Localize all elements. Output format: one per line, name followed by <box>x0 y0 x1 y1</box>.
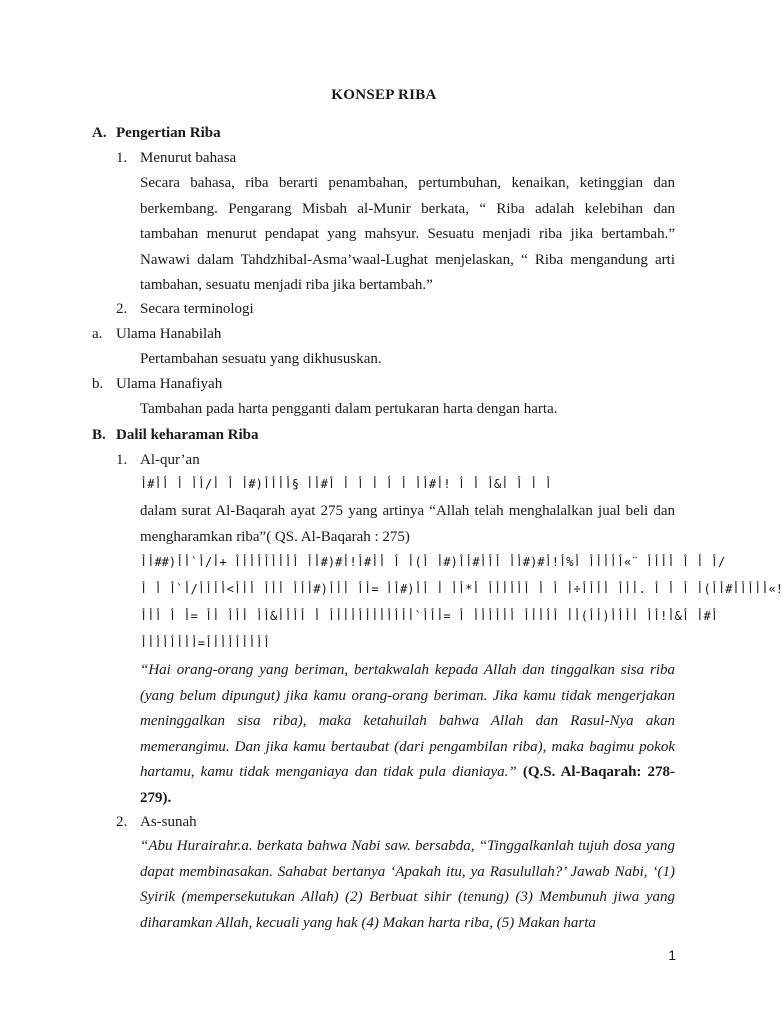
arabic-verse-line-5: أأأأأأأأأ=أأأأأأأأ <box>140 636 271 650</box>
item-b2-label: As-sunah <box>140 814 197 830</box>
hadith-paragraph: “Abu Hurairahr.a. berkata bahwa Nabi saw. bersabda, “Tinggalkanlah tujuh dosa yang dapat membinasakan. Sahabat bertanya ‘Apakah itu, ya Rasulullah?’ Jawab Nabi, ‘(1) Syirik (mempersekutukan Allah) (2) Berbuat sihir (tenung) (3) Membunuh jiwa yang diharamkan Allah, kecuali yang hak (4) Makan harta riba, (5) Makan harta <box>140 838 675 931</box>
verse-translation-paragraph <box>140 658 675 811</box>
arabic-verse-line-3: أأأأأ#أأ)أ أ أ أ .أأأ أأأأ÷أ أ أ أأأأأأ أ*أأ أ أأ(#أأ =أأ أأأ(#أأأ أأأ أأأ>أأأأ/أ`أ أ أ«! <box>140 582 783 596</box>
item-a2-marker: 2. <box>116 301 128 317</box>
item-b-label: Ulama Hanafiyah <box>116 376 223 392</box>
item-b1-marker: 1. <box>116 452 128 468</box>
item-a1-label: Menurut bahasa <box>140 150 237 166</box>
verse-reference: (Q.S. Al-Baqarah: 278-279). <box>140 764 676 806</box>
page-title: KONSEP RIBA <box>331 87 437 103</box>
riba-bahasa-paragraph: Secara bahasa, riba berarti penambahan, pertumbuhan, kenaikan, ketinggian dan berkembang. Pengarang Misbah al-Munir berkata, “ Riba adalah kelebihan dan tambahan menurut pendapat yang mahsyur. Sesuatu menjadi riba jika bertambah.” Nawawi dalam Tahdzhibal-Asma’waal-Lughat menjelaskan, “ Riba mengandung arti tambahan, sesuatu menjadi riba jika bertambah.” <box>140 175 675 293</box>
arabic-verse-line-1: أ أ أ أ&أ أ أ !أ#أأ أ أ أ أ أ أ#أأ §أأأأ(#أ أ أ/أأ أ أأ#أ <box>140 477 552 491</box>
section-a-marker: A. <box>92 125 107 141</box>
section-b-heading: Dalil keharaman Riba <box>116 427 259 443</box>
item-a2-label: Secara terminologi <box>140 301 254 317</box>
arabic-verse-line-2: أ أ أ أأأأ ¨»أأأأأ أ%أ!أ#(#أأ أأأ#أأ(#أ أ)أ أ أأ#أ!أ#(#أأ أأأأأأأأأ +أ/أ`أأ(##أأ/ <box>140 555 726 569</box>
verse-translation-text: “Hai orang-orang yang beriman, bertakwalah kepada Allah dan tinggalkan sisa riba (yang belum dipungut) jika kamu orang-orang beriman. Jika kamu tidak mengerjakan meninggalkan sisa riba), maka ketahuilah bahwa Allah dan Rasul-Nya akan memerangimu. Dan jika kamu bertaubat (dari pengambilan riba), maka bagimu pokok hartamu, kamu tidak menganiaya dan tidak pula dianiaya.” <box>140 662 675 780</box>
section-a-heading: Pengertian Riba <box>116 125 221 141</box>
section-b-marker: B. <box>92 427 106 443</box>
item-b1-label: Al-qur’an <box>140 452 200 468</box>
page-number: 1 <box>668 947 676 963</box>
albaqarah-275-paragraph: dalam surat Al-Baqarah ayat 275 yang artinya “Allah telah menghalalkan jual beli dan mengharamkan riba”( QS. Al-Baqarah : 275) <box>140 503 675 545</box>
hanabilah-definition: Pertambahan sesuatu yang dikhususkan. <box>140 351 382 367</box>
arabic-verse-line-4: أ#أ أ&أ!أأ أأأأ(أأ)أأ أأأأأ أأأأأأ أ =أأأ`أأأأأأأأأأأأ أ أأأأ&أأ أأأ أأ =أ أ أأأ <box>140 609 718 623</box>
item-b-marker: b. <box>92 376 104 392</box>
item-a-marker: a. <box>92 326 103 342</box>
item-a1-marker: 1. <box>116 150 128 166</box>
item-b2-marker: 2. <box>116 814 128 830</box>
item-a-label: Ulama Hanabilah <box>116 326 222 342</box>
hanafiyah-definition: Tambahan pada harta pengganti dalam pertukaran harta dengan harta. <box>140 401 558 417</box>
